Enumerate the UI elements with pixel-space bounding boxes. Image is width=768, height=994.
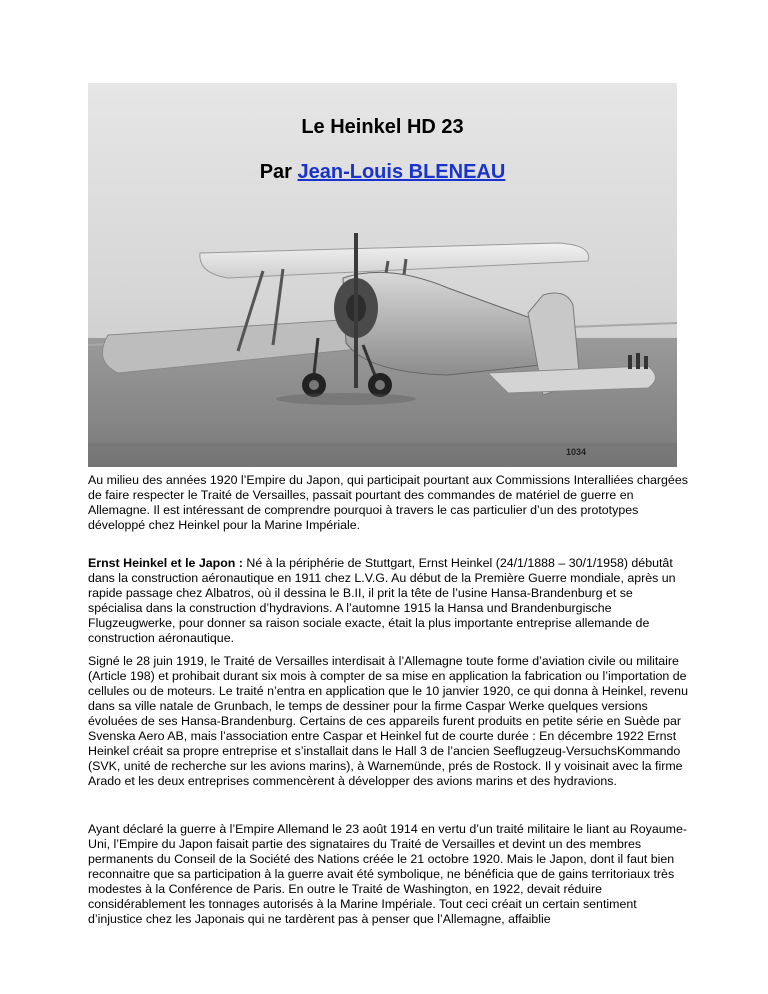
heinkel-hd23-photo	[88, 83, 677, 467]
paragraph-lead: Ernst Heinkel et le Japon :	[88, 556, 243, 570]
paragraph-text: Ayant déclaré la guerre à l’Empire Allemand le 23 août 1914 en vertu d’un traité militaire le liant au Royaume-Uni, l’Empire du Japon faisait partie des signataires du Traité de Versailles et devint un des membres permanents du Conseil de la Société des Nations créée le 21 octobre 1920. Mais le Japon, dont il faut bien reconnaitre que sa participation à la guerre avait été symbolique, ne bénéficia que de gains territoriaux très modestes à la Conférence de Paris. En outre le Traité de Washington, en 1922, devait réduire considérablement les tonnages autorisés à la Marine Impériale. Tout ceci créait un certain sentiment d’injustice chez les Japonais qui ne tardèrent pas à penser que l’Allemagne, affaiblie	[88, 822, 687, 926]
document-title: Le Heinkel HD 23	[301, 116, 464, 138]
paragraph-versailles	[88, 654, 688, 789]
paragraph-text: Né à la périphérie de Stuttgart, Ernst Heinkel (24/1/1888 – 30/1/1958) débutât dans la construction aéronautique en 1911 chez L.V.G. Au début de la Première Guerre mondiale, après un rapide passage chez Albatros, où il dessina le B.II, il prit la tête de l’usine Hansa-Brandenburg et se spécialisa dans la construction d’hydravions. A l’automne 1915 la Hansa und Brandenburgische Flugzeugwerke, pour donner sa raison sociale exacte, était la plus importante entreprise allemande de construction aéronautique.	[88, 556, 676, 645]
paragraph-text: Au milieu des années 1920 l’Empire du Japon, qui participait pourtant aux Commissions Interalliées chargées de faire respecter le Traité de Versailles, passait pourtant des commandes de matériel de guerre en Allemagne. Il est intéressant de comprendre pourquoi à travers le cas particulier d’un des prototypes développé chez Heinkel pour la Marine Impériale.	[88, 473, 688, 532]
byline	[88, 160, 677, 184]
paragraph-text: Signé le 28 juin 1919, le Traité de Versailles interdisait à l’Allemagne toute forme d’aviation civile ou militaire (Article 198) et prohibait durant six mois à compter de sa mise en application la fabrication ou l’importation de cellules ou de moteurs. Le traité n’entra en application que le 10 janvier 1920, ce qui donna à Heinkel, revenu dans sa ville natale de Grunbach, le temps de dessiner pour la firme Caspar Werke quelques versions évoluées de ses Hansa-Brandenburg. Certains de ces appareils furent produits en petite série en Suède par Svenska Aero AB, mais l’association entre Caspar et Heinkel fut de courte durée : En décembre 1922 Ernst Heinkel créait sa propre entreprise et s’installait dans le Hall 3 de l’ancien Seeflugzeug-VersuchsKommando (SVK, unité de recherche sur les avions marins), à Warnemünde, prés de Rostock. Il y voisinait avec la firme Arado et les deux entreprises commencèrent à développer des avions marins et des hydravions.	[88, 654, 688, 788]
photo-number: 1034	[566, 447, 587, 457]
paragraph-intro	[88, 473, 688, 533]
paragraph-empire-japon	[88, 822, 688, 927]
paragraph-heinkel-japon	[88, 556, 688, 646]
byline-prefix: Par	[259, 161, 298, 183]
author-link[interactable]: Jean-Louis BLENEAU	[297, 161, 506, 183]
aircraft-photo	[88, 83, 677, 467]
